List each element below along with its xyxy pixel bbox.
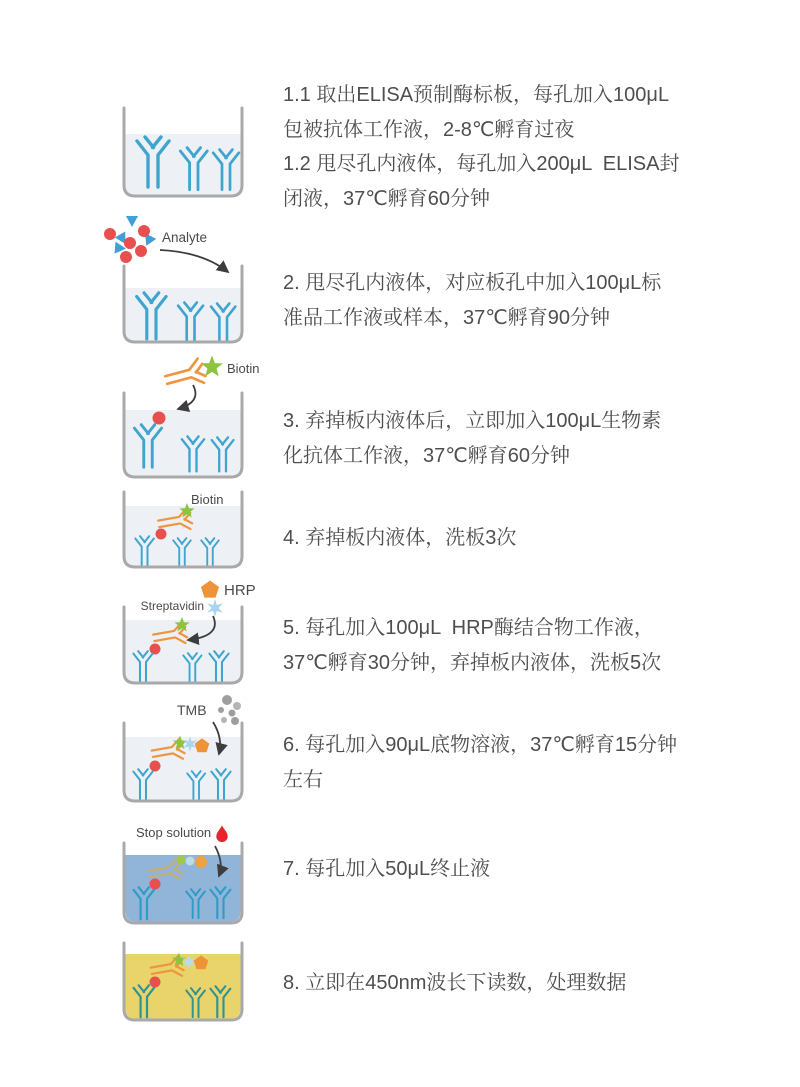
stop-solution-icon	[205, 820, 250, 886]
step-4-text	[283, 521, 728, 556]
arrow-icon	[160, 250, 228, 272]
tmb-label: TMB	[177, 702, 207, 718]
hrp-pentagon-icon	[201, 581, 219, 598]
step-1-text	[283, 78, 728, 216]
well-icon-read	[121, 941, 245, 1024]
step-8-text	[283, 966, 728, 1001]
analyte-dot-icon	[138, 225, 150, 237]
text-line: 37℃孵育30分钟，弃掉板内液体，洗板5次	[283, 651, 662, 674]
well-icon-coated	[121, 106, 245, 200]
stop-drop-icon	[216, 825, 227, 842]
bound-analyte-dot-icon	[150, 879, 161, 890]
text-line: 闭液，37℃孵育60分钟	[283, 187, 490, 210]
biotin-label: Biotin	[191, 492, 224, 507]
analyte-dot-icon	[124, 237, 136, 249]
bound-analyte-dot-icon	[150, 644, 161, 655]
biotin-label: Biotin	[227, 361, 260, 376]
arrow-icon	[188, 616, 215, 640]
tmb-dots-icon	[205, 693, 250, 763]
tmb-dot	[221, 717, 227, 723]
detection-antibody-icon	[163, 358, 207, 392]
hrp-label: HRP	[224, 582, 256, 599]
text-line: 包被抗体工作液，2-8℃孵育过夜	[283, 118, 575, 141]
arrow-icon	[215, 846, 221, 876]
text-line: 8. 立即在450nm波长下读数，处理数据	[283, 972, 627, 994]
well-icon-biotin-bound	[121, 490, 245, 571]
streptavidin-dot-icon	[186, 857, 195, 866]
step-7-text	[283, 852, 728, 887]
analyte-dot-icon	[135, 245, 147, 257]
text-line: 6. 每孔加入90μL底物溶液，37℃孵育15分钟	[283, 734, 678, 756]
text-line: 化抗体工作液，37℃孵育60分钟	[283, 444, 570, 467]
text-line: 4. 弃掉板内液体，洗板3次	[283, 527, 517, 549]
well-liquid	[126, 288, 241, 341]
bound-analyte-dot-icon	[156, 529, 167, 540]
stop-solution-label: Stop solution	[136, 825, 212, 840]
analyte-dot-icon	[120, 251, 132, 263]
arrow-icon	[178, 385, 195, 409]
step-2-text	[283, 266, 728, 335]
tmb-dot	[233, 702, 241, 710]
analyte-cluster-icon	[98, 212, 243, 282]
analyte-dot-icon	[104, 228, 116, 240]
step-6-text	[283, 728, 728, 797]
text-line: 1.2 甩尽孔内液体，每孔加入200μL ELISA封	[283, 153, 680, 175]
tmb-dot	[229, 710, 236, 717]
bound-analyte-dot-icon	[150, 761, 161, 772]
tmb-dot	[222, 695, 232, 705]
step-3-text	[283, 404, 728, 473]
analyte-label: Analyte	[162, 230, 208, 245]
text-line: 左右	[283, 768, 323, 791]
arrow-icon	[213, 722, 220, 754]
tmb-dot	[218, 707, 224, 713]
tmb-dot	[231, 717, 239, 725]
text-line: 准品工作液或样本，37℃孵育90分钟	[283, 306, 610, 329]
text-line: 5. 每孔加入100μL HRP酶结合物工作液，	[283, 617, 654, 639]
text-line: 1.1 取出ELISA预制酶标板，每孔加入100μL	[283, 84, 670, 106]
text-line: 7. 每孔加入50μL终止液	[283, 858, 491, 880]
streptavidin-snowflake-icon	[207, 599, 223, 617]
streptavidin-label: Streptavidin	[140, 599, 204, 613]
step-5-text	[283, 611, 728, 680]
bound-analyte-dot-icon	[150, 977, 161, 988]
biotin-dot-icon	[177, 856, 186, 865]
biotin-star-icon	[201, 356, 223, 377]
text-line: 2. 甩尽孔内液体，对应板孔中加入100μL标	[283, 272, 662, 294]
analyte-triangle-icon	[126, 216, 138, 227]
text-line: 3. 弃掉板内液体后，立即加入100μL生物素	[283, 410, 662, 432]
